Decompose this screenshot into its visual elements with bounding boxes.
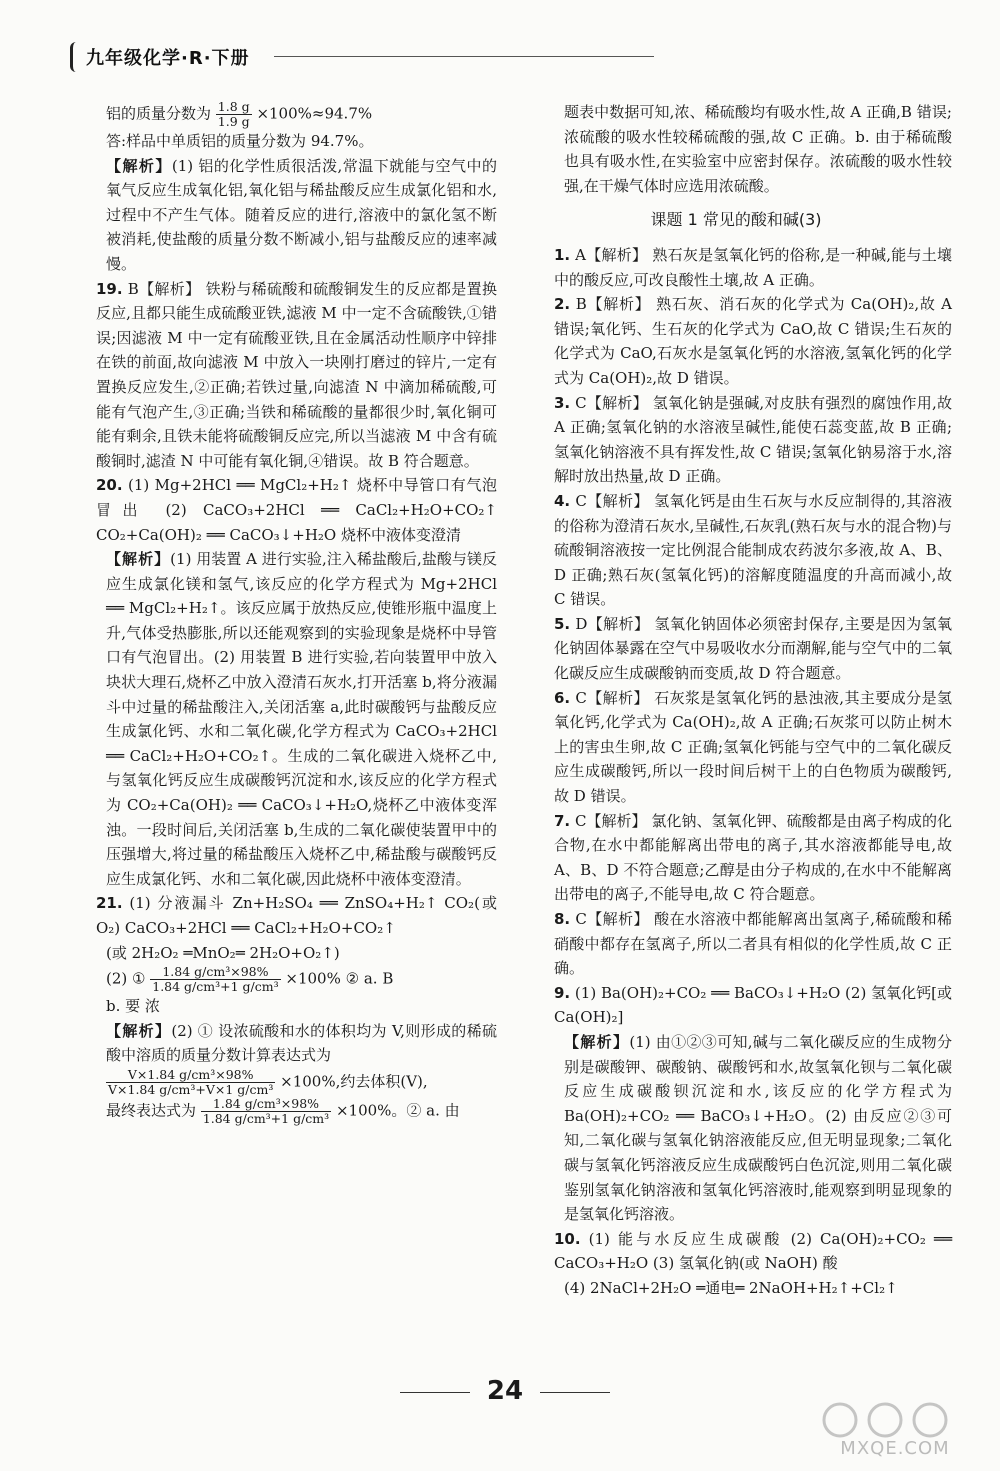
text: (1) 分液漏斗 Zn+H₂SO₄ ══ ZnSO₄+H₂↑ CO₂(或 O₂) CaCO₃+2HCl ══ CaCl₂+H₂O+CO₂↑ <box>96 894 497 937</box>
watermark-icon <box>810 1400 980 1440</box>
answer-item <box>520 686 952 809</box>
text: (1) 用装置 A 进行实验,注入稀盐酸后,盐酸与镁反应生成氯化镁和氢气,该反应的化学方程式为 Mg+2HCl ══ MgCl₂+H₂↑。该反应属于放热反应,使锥形瓶中温度上升,气体受热膨胀,所以还能观察到的实验现象是烧杯中导管口有气泡冒出。(2) 用装置 B 进行实验,若向装置甲中放入块状大理石,烧杯乙中放入澄清石灰水,打开活塞 b,将分液漏斗中过量的稀盐酸注入,关闭活塞 a,此时碳酸钙与盐酸反应生成氯化钙、水和二氧化碳,化学方程式为 CaCO₃+2HCl ══ CaCl₂+H₂O+CO₂↑。生成的二氧化碳进入烧杯乙中,与氢氧化钙反应生成碳酸钙沉淀和水,该反应的化学方程式为 CO₂+Ca(OH)₂ ══ CaCO₃↓+H₂O,烧杯乙中液体变浑浊。一段时间后,关闭活塞 b,生成的二氧化碳使装置甲中的压强增大,将过量的稀盐酸压入烧杯乙中,稀盐酸与碳酸钙反应生成氯化钙、水和二氧化碳,因此烧杯中液体变澄清。 <box>106 550 497 888</box>
question-number: 7. <box>554 811 571 830</box>
question-number: 6. <box>554 688 571 707</box>
question-21 <box>62 891 497 940</box>
watermark-logo <box>810 1400 980 1460</box>
text-line: (4) 2NaCl+2H₂O ═通电═ 2NaOH+H₂↑+Cl₂↑ <box>564 1278 898 1297</box>
analysis-tag: 【解析】 <box>106 1021 172 1040</box>
text: (1) 由①②③可知,碱与二氧化碳反应的生成物分别是碳酸钾、碳酸钠、碳酸钙和水,故氢氧化钡与二氧化碳反应生成碳酸钡沉淀和水,该反应的化学方程式为 Ba(OH)₂+CO₂ ══ BaCO₃↓+H₂O。(2) 由反应②③可知,二氧化碳与氢氧化钠溶液能反应,但无明显现象;二氧化碳与氢氧化钙溶液反应生成碳酸钙白色沉淀,则用二氧化碳鉴别氢氧化钠溶液和氢氧化钙溶液时,能观察到明显现象的是氢氧化钙溶液。 <box>564 1032 952 1224</box>
question-number: 20. <box>96 476 123 495</box>
question-number: 21. <box>96 894 123 913</box>
analysis-tag: 【解析】 <box>106 156 172 175</box>
question-10 <box>520 1227 952 1276</box>
question-number: 9. <box>554 983 571 1002</box>
header-rule <box>274 56 654 57</box>
question-number: 5. <box>554 614 571 633</box>
answer-item <box>520 391 952 489</box>
question-number: 1. <box>554 245 571 264</box>
text-line: b. 要 浓 <box>106 997 160 1016</box>
numerator: V×1.84 g/cm³×98% <box>106 1068 275 1083</box>
answer-fraction-line <box>62 100 497 129</box>
text: 最终表达式为 <box>106 1101 197 1120</box>
text-line: (或 2H₂O₂ ═MnO₂═ 2H₂O+O₂↑) <box>106 943 340 962</box>
text: ×100%≈94.7% <box>256 104 373 123</box>
text: ×100% ② a. B <box>285 969 394 988</box>
text: (1) 能与水反应生成碳酸 (2) Ca(OH)₂+CO₂ ══ CaCO₃+H₂O (3) 氢氧化钠(或 NaOH) 酸 <box>554 1229 952 1273</box>
question-number: 2. <box>554 295 571 314</box>
denominator: V×1.84 g/cm³+V×1 g/cm³ <box>108 1081 274 1097</box>
text: C【解析】 酸在水溶液中都能解离出氢离子,稀硫酸和稀硝酸中都存在氢离子,所以二者具有相似的化学性质,故 C 正确。 <box>554 910 952 978</box>
question-number: 8. <box>554 910 571 928</box>
text: C【解析】 氯化钠、氢氧化钾、硫酸都是由离子构成的化合物,在水中都能解离出带电的离子,其水溶液都能导电,故 A、B、D 不符合题意;乙醇是由分子构成的,在水中不能解离出带电的离子,不能导电,故 C 符合题意。 <box>554 811 952 904</box>
answer-item <box>520 489 952 612</box>
watermark-text: MXQE.COM <box>840 1438 950 1459</box>
text: C【解析】 石灰浆是氢氧化钙的悬浊液,其主要成分是氢氧化钙,化学式为 Ca(OH)₂,故 A 正确;石灰浆可以防止树木上的害虫生卵,故 C 正确;氢氧化钙能与空气中的二氧化碳反应生成碳酸钙,所以一段时间后树干上的白色物质为碳酸钙,故 D 错误。 <box>554 688 952 806</box>
answer-item <box>520 243 952 292</box>
header-bracket <box>70 42 77 72</box>
analysis-paragraph <box>62 154 497 277</box>
answer-item <box>520 292 952 390</box>
text: A【解析】 熟石灰是氢氧化钙的俗称,是一种碱,能与土壤中的酸反应,可改良酸性土壤,故 A 正确。 <box>554 245 952 289</box>
page-number: 24 <box>486 1376 524 1406</box>
analysis-paragraph <box>62 547 497 891</box>
fraction-line <box>62 1097 497 1126</box>
analysis-tag: 【解析】 <box>564 1032 630 1051</box>
fraction <box>106 1068 275 1097</box>
fraction-line <box>62 1068 497 1097</box>
text: (2) ① <box>106 969 146 988</box>
text: (1) Mg+2HCl ══ MgCl₂+H₂↑ 烧杯中导管口有气泡冒出 (2) CaCO₃+2HCl ══ CaCl₂+H₂O+CO₂↑ CO₂+Ca(OH)₂ ══ CaCO₃↓+H₂O 烧杯中液体变澄清 <box>96 476 497 544</box>
answer-item <box>520 809 952 907</box>
continued-text: 题表中数据可知,浓、稀硫酸均有吸水性,故 A 正确,B 错误;浓硫酸的吸水性较稀硫酸的强,故 C 正确。b. 由于稀硫酸也具有吸水性,在实验室中应密封保存。浓硫酸的吸水性较强,在干燥气体时应选用浓硫酸。 <box>564 103 952 195</box>
footer-rule-left <box>400 1392 470 1393</box>
text: ×100%,约去体积(V), <box>280 1072 428 1091</box>
question-number: 4. <box>554 491 571 510</box>
analysis-paragraph <box>62 1019 497 1068</box>
analysis-paragraph <box>520 1030 952 1227</box>
question-20 <box>62 473 497 547</box>
text: B【解析】 铁粉与稀硫酸和硫酸铜发生的反应都是置换反应,且都只能生成硫酸亚铁,滤液 M 中一定不含硫酸铁,①错误;因滤液 M 中一定有硫酸亚铁,且在金属活动性顺序中锌排在铁的前面,故向滤液 M 中放入一块刚打磨过的锌片,一定有置换反应发生,②正确;若铁过量,向滤渣 N 中滴加稀硫酸,可能有气泡产生,③正确;当铁和稀硫酸的量都很少时,氧化铜可能有剩余,且铁未能将硫酸铜反应完,所以当滤液 M 中含有硫酸铜时,滤渣 N 中可能有氧化铜,④错误。故 B 符合题意。 <box>96 279 497 470</box>
header-title: 九年级化学·R·下册 <box>86 48 250 69</box>
fraction <box>201 1097 331 1126</box>
answer-item <box>520 907 952 981</box>
question-19 <box>62 277 497 474</box>
question-number: 10. <box>554 1229 581 1248</box>
text: 铝的质量分数为 <box>106 104 212 123</box>
text: (1) Ba(OH)₂+CO₂ ══ BaCO₃↓+H₂O (2) 氢氧化钙[或 Ca(OH)₂] <box>554 983 952 1027</box>
fraction-line <box>62 965 497 994</box>
analysis-tag: 【解析】 <box>106 550 171 569</box>
fraction <box>150 965 280 994</box>
text: C【解析】 氢氧化钙是由生石灰与水反应制得的,其溶液的俗称为澄清石灰水,呈碱性,石灰乳(熟石灰与水的混合物)与硫酸铜溶液按一定比例混合能制成农药波尔多液,故 A、B、D 正确;熟石灰(氢氧化钙)的溶解度随温度的升高而减小,故 C 错误。 <box>554 491 952 609</box>
footer-rule-right <box>540 1392 610 1393</box>
text: ×100%。② a. 由 <box>335 1101 460 1120</box>
text: B【解析】 熟石灰、消石灰的化学式为 Ca(OH)₂,故 A 错误;氧化钙、生石灰的化学式为 CaO,故 C 错误;生石灰的化学式为 CaO,石灰水是氢氧化钙的水溶液,氢氧化钙的化学式为 Ca(OH)₂,故 D 错误。 <box>554 295 952 387</box>
fraction <box>216 100 252 129</box>
answer-conclusion: 答:样品中单质铝的质量分数为 94.7%。 <box>106 132 374 150</box>
text: D【解析】 氢氧化钠固体必须密封保存,主要是因为氢氧化钠固体暴露在空气中易吸收水分而潮解,能与空气中的二氧化碳反应生成碳酸钠而变质,故 D 符合题意。 <box>554 614 952 683</box>
numerator: 1.84 g/cm³×98% <box>201 1097 331 1112</box>
text: (2) ① 设浓硫酸和水的体积均为 V,则形成的稀硫酸中溶质的质量分数计算表达式为 <box>106 1021 497 1065</box>
answer-item <box>520 981 952 1030</box>
text: (1) 铝的化学性质很活泼,常温下就能与空气中的氧气反应生成氧化铝,氧化铝与稀盐酸反应生成氯化铝和水,过程中不产生气体。随着反应的进行,溶液中的氯化氢不断被消耗,使盐酸的质量分数不断减小,铝与盐酸反应的速率减慢。 <box>106 156 497 273</box>
section-title: 课题 1 常见的酸和碱(3) <box>650 210 822 230</box>
left-column <box>62 100 497 1126</box>
question-number: 3. <box>554 393 571 412</box>
page-header <box>64 38 649 78</box>
answer-list <box>520 243 952 1030</box>
right-column <box>520 100 952 1301</box>
denominator: 1.9 g <box>217 114 250 129</box>
numerator: 1.84 g/cm³×98% <box>150 965 280 980</box>
answer-item <box>520 612 952 686</box>
text: C【解析】 氢氧化钠是强碱,对皮肤有强烈的腐蚀作用,故 A 正确;氢氧化钠的水溶液呈碱性,能使石蕊变蓝,故 B 正确;氢氧化钠溶液不具有挥发性,故 C 错误;氢氧化钠易溶于水,溶解时放出热量,故 D 正确。 <box>554 393 952 486</box>
denominator: 1.84 g/cm³+1 g/cm³ <box>202 1110 330 1126</box>
numerator: 1.8 g <box>217 99 250 114</box>
denominator: 1.84 g/cm³+1 g/cm³ <box>152 979 279 995</box>
question-number: 19. <box>96 279 123 298</box>
